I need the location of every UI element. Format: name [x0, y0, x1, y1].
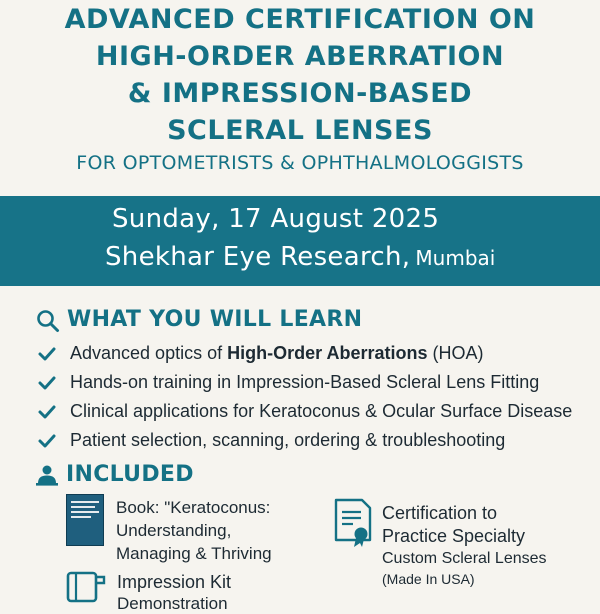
title-line-4: SCLERAL LENSES [167, 115, 433, 146]
check-icon [38, 434, 56, 448]
certification-sub: Custom Scleral Lenses [382, 550, 547, 567]
learn-section-title: WHAT YOU WILL LEARN [67, 307, 363, 332]
certification-line: Practice Specialty [382, 526, 526, 546]
person-icon [35, 464, 59, 486]
check-icon [38, 347, 56, 361]
event-info-band [0, 196, 600, 286]
book-line: Understanding, [116, 521, 232, 540]
title-line-3: & IMPRESSION-BASED [127, 78, 473, 109]
check-icon [38, 405, 56, 419]
learn-item-text: Patient selection, scanning, ordering & troubleshooting [70, 430, 506, 450]
event-venue: Shekhar Eye Research, [105, 242, 411, 272]
book-line: Book: "Keratoconus: [116, 498, 271, 517]
kit-icon [66, 569, 108, 603]
title-line-1: ADVANCED CERTIFICATION ON [64, 4, 536, 35]
audience-subtitle: FOR OPTOMETRISTS & OPHTHALMOLOGGISTS [76, 152, 524, 174]
certificate-icon [333, 498, 373, 548]
list-item [36, 369, 600, 398]
included-kit-title: Impression Kit [117, 572, 232, 592]
learn-item-bold: High-Order Aberrations [227, 343, 428, 363]
learn-item-text: Clinical applications for Keratoconus & Ocular Surface Disease [70, 401, 573, 421]
learn-list [36, 340, 600, 456]
check-icon [38, 376, 56, 390]
book-line: Managing & Thriving [116, 544, 272, 563]
event-venue-line [105, 242, 495, 272]
certification-line: Certification to [382, 503, 498, 523]
learn-item-tail: (HOA) [427, 343, 484, 363]
title-line-2: HIGH-ORDER ABERRATION [95, 41, 505, 72]
included-kit-sub: Demonstration [117, 594, 228, 613]
included-book [116, 496, 316, 565]
included-certification [382, 502, 600, 589]
header [0, 0, 600, 196]
list-item [36, 427, 600, 456]
book-icon [66, 494, 104, 546]
included-section-title: INCLUDED [66, 462, 194, 487]
event-city: Mumbai [415, 246, 496, 270]
learn-item-text: Hands-on training in Impression-Based Scleral Lens Fitting [70, 372, 540, 392]
list-item [36, 398, 600, 427]
search-icon [36, 309, 60, 333]
list-item [36, 340, 600, 369]
learn-item-text: Advanced optics of [70, 343, 228, 363]
event-date: Sunday, 17 August 2025 [112, 204, 440, 234]
certification-note: (Made In USA) [382, 571, 475, 587]
